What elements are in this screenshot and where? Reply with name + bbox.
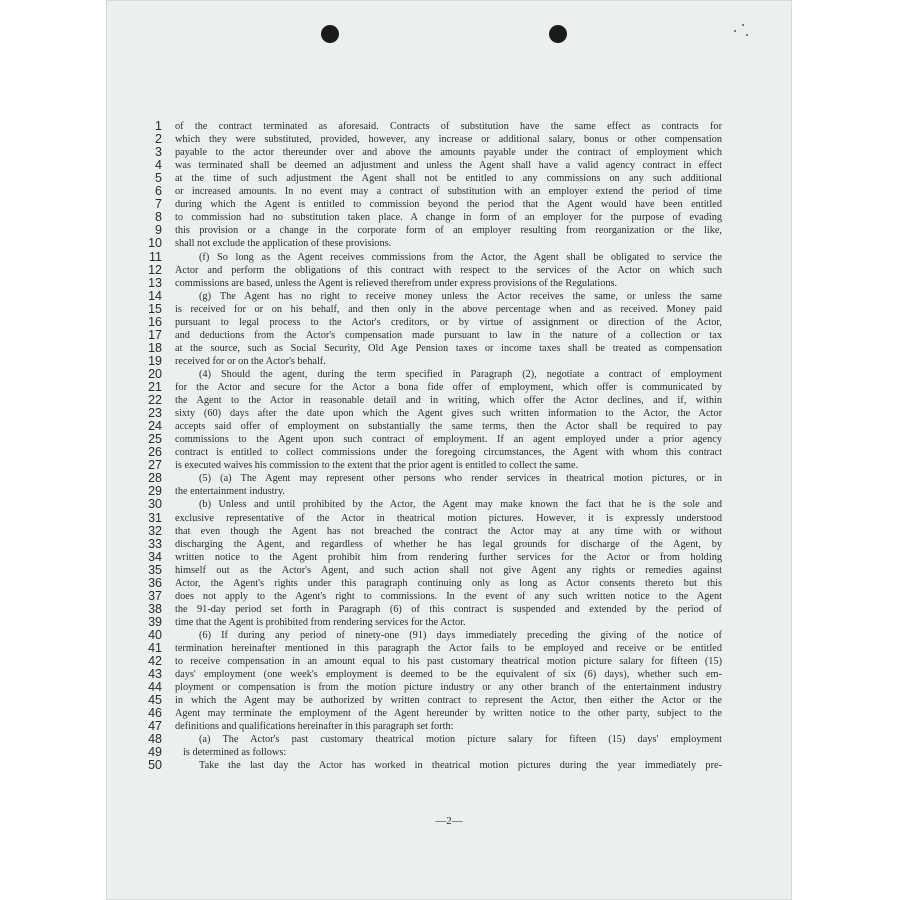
line-text: the entertainment industry. bbox=[175, 486, 285, 498]
line-number: 19 bbox=[148, 353, 162, 368]
line-text: Take the last day the Actor has worked in theatrical motion pictures during the year immediately pre- bbox=[199, 760, 722, 772]
line-text: (f) So long as the Agent receives commissions from the Actor, the Agent shall be obligated to service the bbox=[199, 251, 722, 263]
line-number: 45 bbox=[148, 693, 162, 708]
document-line bbox=[106, 498, 792, 511]
line-number: 18 bbox=[148, 340, 162, 355]
document-line bbox=[106, 290, 792, 303]
document-line bbox=[106, 433, 792, 446]
line-number: 38 bbox=[148, 601, 162, 616]
line-text: to commission had no substitution taken place. A change in form of an employer for the purpose of evading bbox=[175, 212, 722, 224]
page-number: —2— bbox=[435, 815, 463, 827]
line-text: received for or on the Actor's behalf. bbox=[175, 355, 326, 367]
line-number: 43 bbox=[148, 667, 162, 682]
line-number: 50 bbox=[148, 758, 162, 773]
document-line bbox=[106, 616, 792, 629]
line-text: at the source, such as Social Security, Old Age Pension taxes or income taxes shall be treated as compensation bbox=[175, 342, 722, 354]
document-line bbox=[106, 277, 792, 290]
line-text: (5) (a) The Agent may represent other persons who render services in theatrical motion pictures, or in bbox=[199, 473, 722, 485]
document-line bbox=[106, 668, 792, 681]
line-number: 8 bbox=[155, 210, 162, 225]
line-text: does not apply to the Agent's right to commissions. In the event of any such written notice to the Agent bbox=[175, 590, 722, 602]
line-number: 33 bbox=[148, 536, 162, 551]
line-text: of the contract terminated as aforesaid. Contracts of substitution have the same effect as contracts for bbox=[175, 121, 722, 132]
line-text: (b) Unless and until prohibited by the Actor, the Agent may make known the fact that he is the sole and bbox=[199, 499, 722, 511]
document-line bbox=[106, 120, 792, 133]
line-number: 32 bbox=[148, 523, 162, 538]
line-text: for the Actor and secure for the Actor a bona fide offer of employment, which offer is communicated by bbox=[175, 382, 722, 393]
document-line bbox=[106, 472, 792, 485]
document-line bbox=[106, 603, 792, 616]
document-line bbox=[106, 394, 792, 407]
document-page bbox=[106, 0, 792, 900]
line-number: 6 bbox=[155, 184, 162, 199]
document-line bbox=[106, 720, 792, 733]
document-line bbox=[106, 681, 792, 694]
line-number: 17 bbox=[148, 327, 162, 342]
line-number: 34 bbox=[148, 549, 162, 564]
line-text: written notice to the Agent prohibit him from rendering further services for the Actor or from holding bbox=[175, 551, 722, 563]
line-number: 9 bbox=[155, 223, 162, 238]
line-number: 25 bbox=[148, 432, 162, 447]
line-text: at the time of such adjustment the Agent shall not be entitled to any commissions on any such additional bbox=[175, 173, 722, 185]
document-line bbox=[106, 146, 792, 159]
document-line bbox=[106, 251, 792, 264]
line-number: 35 bbox=[148, 562, 162, 577]
line-number: 31 bbox=[148, 510, 162, 525]
line-number: 12 bbox=[148, 262, 162, 277]
line-text: exclusive representative of the Actor in theatrical motion pictures. However, it is expressly understood bbox=[175, 512, 722, 524]
line-number: 48 bbox=[148, 732, 162, 747]
line-number: 26 bbox=[148, 445, 162, 460]
speck bbox=[734, 30, 736, 32]
document-line bbox=[106, 642, 792, 655]
line-text: ployment or compensation is from the motion picture industry or any other branch of the entertainment industry bbox=[175, 682, 722, 694]
document-line bbox=[106, 446, 792, 459]
document-line bbox=[106, 185, 792, 198]
line-number: 21 bbox=[148, 380, 162, 394]
punch-hole bbox=[321, 25, 339, 43]
line-text: himself out as the Actor's Agent, and such action shall not give Agent any rights or remedies against bbox=[175, 564, 722, 576]
document-line bbox=[106, 590, 792, 603]
line-number: 20 bbox=[148, 366, 162, 381]
document-line bbox=[106, 316, 792, 329]
document-line bbox=[106, 538, 792, 551]
line-number: 5 bbox=[155, 171, 162, 186]
document-line bbox=[106, 459, 792, 472]
line-text: (g) The Agent has no right to receive money unless the Actor receives the same, or unless the same bbox=[199, 290, 722, 302]
line-text: shall not exclude the application of these provisions. bbox=[175, 238, 392, 250]
line-text: (4) Should the agent, during the term specified in Paragraph (2), negotiate a contract of employment bbox=[199, 368, 722, 380]
line-number: 39 bbox=[148, 614, 162, 629]
line-text: (6) If during any period of ninety-one (91) days immediately preceding the giving of the notice of bbox=[199, 629, 722, 641]
line-text: (a) The Actor's past customary theatrical motion picture salary for fifteen (15) days' employment bbox=[199, 734, 722, 746]
document-line bbox=[106, 172, 792, 185]
document-line bbox=[106, 133, 792, 146]
punch-hole bbox=[549, 25, 567, 43]
line-number: 40 bbox=[148, 627, 162, 642]
line-text: is executed waives his commission to the extent that the prior agent is entitled to collect the same. bbox=[175, 460, 579, 472]
document-line bbox=[106, 707, 792, 720]
line-text: termination hereinafter mentioned in this paragraph the Actor fails to be employed and receive or be entitled bbox=[175, 643, 722, 654]
line-number: 30 bbox=[148, 497, 162, 512]
line-number: 22 bbox=[148, 393, 162, 408]
line-text: payable to the actor thereunder over and above the amounts payable under the contract of employment which bbox=[175, 147, 722, 159]
document-line bbox=[106, 368, 792, 381]
line-number: 36 bbox=[148, 575, 162, 590]
line-text: the Agent to the Actor in reasonable detail and in writing, which offer the Actor declines, and if, within bbox=[175, 395, 722, 407]
line-text: this provision or a change in the corporate form of an employer resulting from reorganization or the like, bbox=[175, 225, 722, 237]
document-line bbox=[106, 198, 792, 211]
document-line bbox=[106, 564, 792, 577]
document-line bbox=[106, 224, 792, 237]
line-number: 42 bbox=[148, 654, 162, 669]
speck bbox=[742, 24, 744, 26]
line-text: the 91-day period set forth in Paragraph (6) of this contract is suspended and extended by the period of bbox=[175, 603, 722, 615]
line-number: 14 bbox=[148, 288, 162, 303]
line-number: 10 bbox=[148, 236, 162, 251]
line-number: 11 bbox=[149, 249, 162, 264]
line-number: 7 bbox=[155, 197, 162, 212]
line-number: 46 bbox=[148, 706, 162, 721]
document-line bbox=[106, 655, 792, 668]
document-line bbox=[106, 525, 792, 538]
document-line bbox=[106, 629, 792, 642]
document-line bbox=[106, 420, 792, 433]
document-line bbox=[106, 551, 792, 564]
line-text: which they were substituted, provided, however, any increase or additional salary, bonus or other compensation bbox=[175, 134, 722, 146]
line-text: Agent may terminate the employment of the Agent hereunder by written notice to the other party, subject to the bbox=[175, 708, 722, 720]
document-line bbox=[106, 342, 792, 355]
line-number: 27 bbox=[148, 458, 162, 473]
line-text: commissions to the Agent upon such contract of employment. If an agent employed under a prior agency bbox=[175, 434, 722, 446]
line-number: 15 bbox=[148, 301, 162, 316]
document-line bbox=[106, 746, 792, 759]
document-line bbox=[106, 211, 792, 224]
line-text: to receive compensation in an amount equal to his past customary theatrical motion picture salary for fifteen (15) bbox=[175, 656, 722, 668]
document-line bbox=[106, 381, 792, 394]
document-line bbox=[106, 237, 792, 250]
line-number: 37 bbox=[148, 588, 162, 603]
document-line bbox=[106, 264, 792, 277]
document-line bbox=[106, 355, 792, 368]
line-text: Actor, the Agent's rights under this paragraph continuing only as long as Actor consents thereto but this bbox=[175, 577, 722, 589]
line-number: 49 bbox=[148, 745, 162, 760]
document-line bbox=[106, 329, 792, 342]
document-line bbox=[106, 407, 792, 420]
speck bbox=[746, 34, 748, 36]
line-number: 23 bbox=[148, 406, 162, 421]
line-number: 29 bbox=[148, 484, 162, 499]
line-number: 4 bbox=[155, 158, 162, 173]
line-text: Actor and perform the obligations of this contract with respect to the services of the Actor on which such bbox=[175, 264, 722, 276]
line-text: time that the Agent is prohibited from rendering services for the Actor. bbox=[175, 616, 466, 628]
document-line bbox=[106, 733, 792, 746]
line-text: days' employment (one week's employment is deemed to be the equivalent of six (6) days), whether such em- bbox=[175, 669, 722, 681]
line-number: 44 bbox=[148, 680, 162, 695]
line-number: 1 bbox=[155, 119, 162, 133]
line-text: in which the Agent may be authorized by written contract to represent the Actor, then either the Actor or the bbox=[175, 695, 722, 707]
document-line bbox=[106, 159, 792, 172]
document-line bbox=[106, 694, 792, 707]
line-number: 3 bbox=[155, 145, 162, 160]
line-number: 28 bbox=[148, 471, 162, 486]
line-text: discharging the Agent, and regardless of whether he has legal grounds for discharge of the Agent, by bbox=[175, 538, 722, 550]
line-text: sixty (60) days after the date upon which the Agent gives such written information to the Actor, the Actor bbox=[175, 408, 722, 420]
line-number: 13 bbox=[148, 275, 162, 290]
line-number: 2 bbox=[155, 132, 162, 147]
line-text: definitions and qualifications hereinafter in this paragraph set forth: bbox=[175, 721, 454, 733]
line-number: 24 bbox=[148, 419, 162, 434]
document-line bbox=[106, 485, 792, 498]
line-text: that even though the Agent has not breached the contract the Actor may at any time with or without bbox=[175, 525, 722, 537]
line-text: pursuant to legal process to the Actor's creditors, or by virtue of assignment or direction of the Actor, bbox=[175, 316, 722, 328]
line-text: contract is entitled to collect commissions under the foregoing circumstances, the Agent with whom this contract bbox=[175, 447, 722, 459]
line-number: 41 bbox=[148, 641, 162, 655]
document-line bbox=[106, 759, 792, 772]
document-line bbox=[106, 303, 792, 316]
document-line bbox=[106, 577, 792, 590]
line-text: is determined as follows: bbox=[183, 747, 287, 759]
line-text: commissions are based, unless the Agent is relieved therefrom under express provisions of the Regulations. bbox=[175, 277, 618, 289]
document-line bbox=[106, 512, 792, 525]
line-text: during which the Agent is entitled to commission beyond the period that the Agent would have been entitled bbox=[175, 199, 722, 211]
line-text: or increased amounts. In no event may a contract of substitution with an employer extend the period of time bbox=[175, 186, 722, 198]
line-text: was terminated shall be deemed an adjustment and unless the Agent shall have a valid agency contract in effect bbox=[175, 160, 722, 172]
line-text: accepts said offer of employment on substantially the same terms, then the Actor shall be required to pay bbox=[175, 421, 722, 433]
line-number: 47 bbox=[148, 719, 162, 734]
line-text: and deductions from the Actor's compensation made pursuant to law in the nature of a collection or tax bbox=[175, 329, 722, 341]
line-number: 16 bbox=[148, 314, 162, 329]
line-text: is received for or on his behalf, and then only in the above percentage when and as received. Money paid bbox=[175, 303, 722, 315]
